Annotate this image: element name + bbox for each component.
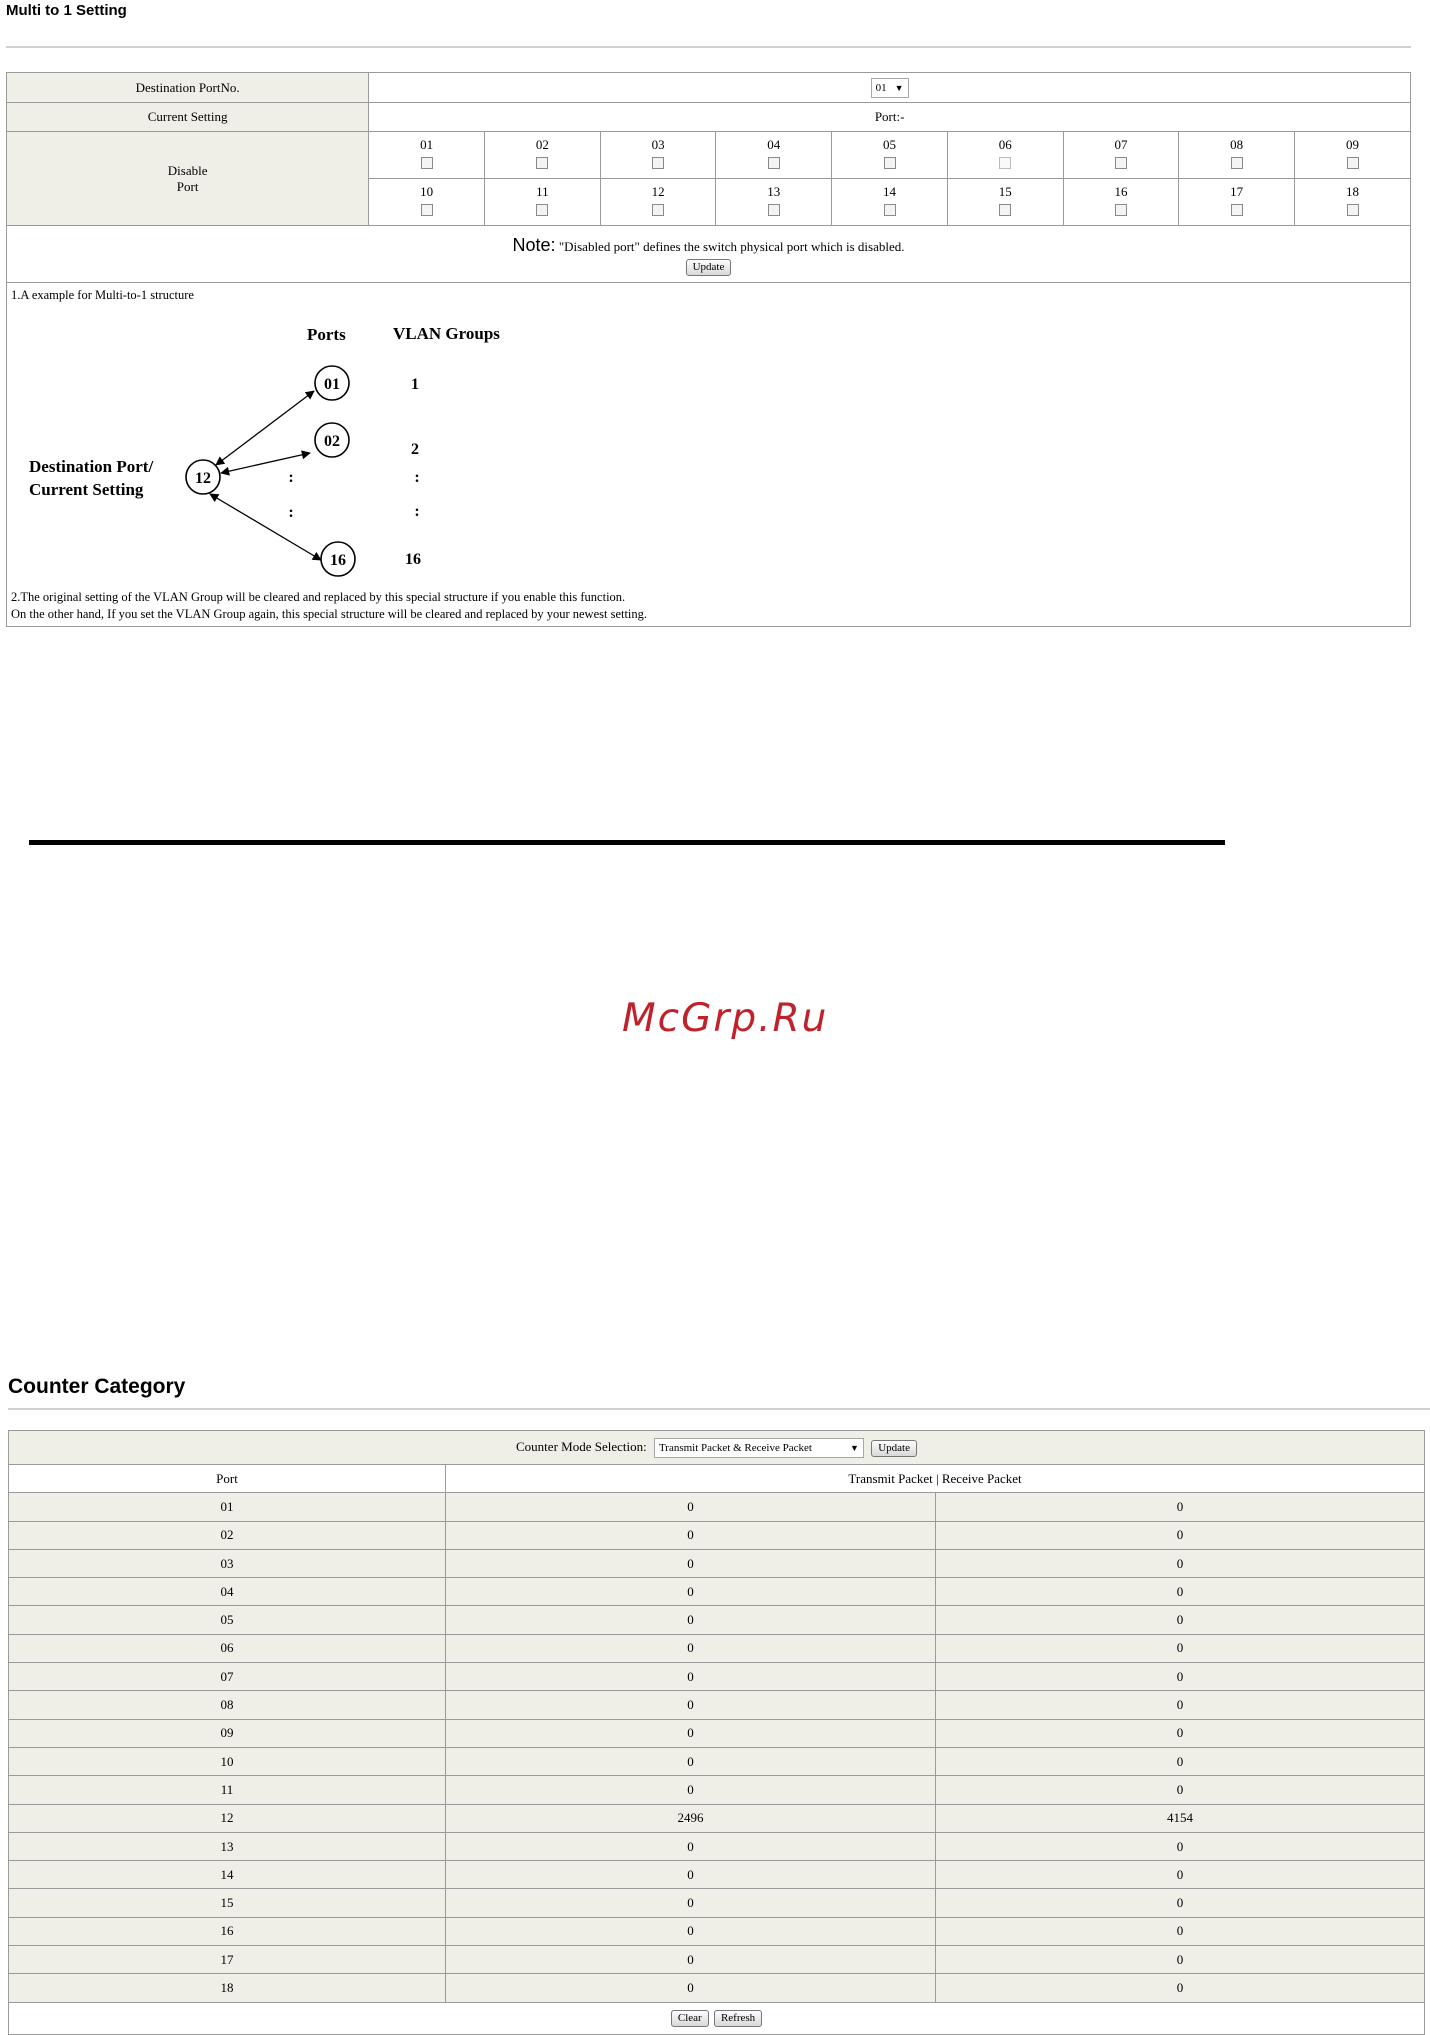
dest-port-caption-line1: Destination Port/	[29, 457, 154, 476]
port-cell: 01	[9, 1493, 446, 1521]
note-line	[7, 235, 1410, 256]
title-divider	[6, 46, 1411, 48]
counter-table	[8, 1430, 1425, 2035]
port-checkbox[interactable]	[536, 157, 548, 169]
port-cell	[485, 179, 601, 226]
disable-label-line1: Disable	[167, 162, 208, 178]
port-cell	[1179, 179, 1295, 226]
port-cell: 09	[9, 1719, 446, 1747]
counter-mode-value: Transmit Packet & Receive Packet	[658, 1441, 812, 1454]
table-row	[9, 1917, 1425, 1945]
current-setting-label: Current Setting	[7, 103, 369, 132]
table-row	[9, 1804, 1425, 1832]
port-cell: 13	[9, 1832, 446, 1860]
port-number: 17	[1230, 184, 1244, 199]
table-row	[9, 1493, 1425, 1521]
note-text: "Disabled port" defines the switch physical port which is disabled.	[558, 238, 905, 254]
tx-cell: 0	[446, 1832, 936, 1860]
dest-port-label: Destination PortNo.	[7, 73, 369, 103]
vlan-group-label: 1	[411, 376, 419, 393]
tx-cell: 0	[446, 1776, 936, 1804]
table-row	[9, 1578, 1425, 1606]
port-cell: 07	[9, 1663, 446, 1691]
port-number: 15	[998, 184, 1012, 199]
port-cell	[947, 132, 1063, 179]
port-cell	[1063, 132, 1179, 179]
tx-cell: 0	[446, 1747, 936, 1775]
note-cell	[7, 226, 1411, 283]
vlan-groups-header: VLAN Groups	[393, 324, 500, 343]
port-cell	[1295, 179, 1411, 226]
arrow-line	[210, 494, 321, 560]
rx-cell: 0	[936, 1578, 1425, 1606]
rx-cell: 0	[936, 1634, 1425, 1662]
port-cell	[716, 179, 832, 226]
port-number: 01	[420, 137, 434, 152]
rx-cell: 0	[936, 1917, 1425, 1945]
tx-cell: 0	[446, 1917, 936, 1945]
port-number: 08	[1230, 137, 1244, 152]
rx-cell: 0	[936, 1521, 1425, 1549]
ellipsis-dots: :	[414, 469, 420, 486]
table-row	[9, 1861, 1425, 1889]
tx-cell: 0	[446, 1691, 936, 1719]
counter-mode-row	[9, 1431, 1425, 1465]
table-row	[9, 1889, 1425, 1917]
port-number: 05	[883, 137, 897, 152]
port-checkbox[interactable]	[768, 204, 780, 216]
counter-title-divider	[8, 1408, 1430, 1410]
port-checkbox[interactable]	[884, 157, 896, 169]
current-setting-value: Port:-	[369, 103, 1411, 132]
port-checkbox[interactable]	[999, 204, 1011, 216]
counter-actions-row	[9, 2002, 1425, 2034]
tx-cell: 0	[446, 1719, 936, 1747]
counter-title: Counter Category	[8, 1375, 186, 1398]
rx-cell: 0	[936, 1691, 1425, 1719]
dest-port-select[interactable]	[871, 78, 909, 98]
port-cell: 10	[9, 1747, 446, 1775]
port-cell	[1295, 132, 1411, 179]
rx-cell: 0	[936, 1946, 1425, 1974]
center-node-label: 12	[195, 470, 211, 487]
port-checkbox[interactable]	[1115, 157, 1127, 169]
note-prefix: Note:	[512, 234, 556, 255]
port-checkbox[interactable]	[1115, 204, 1127, 216]
port-cell: 14	[9, 1861, 446, 1889]
footnote-1: 2.The original setting of the VLAN Group will be cleared and replaced by this special structure if you enable this function.	[11, 590, 626, 604]
port-cell: 16	[9, 1917, 446, 1945]
port-cell: 15	[9, 1889, 446, 1917]
table-row	[9, 1832, 1425, 1860]
tx-cell: 2496	[446, 1804, 936, 1832]
multi-to-1-diagram	[7, 283, 607, 583]
chevron-down-icon: ▼	[894, 82, 904, 93]
rx-cell: 0	[936, 1861, 1425, 1889]
rx-cell: 0	[936, 1776, 1425, 1804]
port-number: 03	[651, 137, 665, 152]
port-cell	[832, 179, 948, 226]
port-number: 13	[767, 184, 781, 199]
counter-mode-select[interactable]	[654, 1438, 864, 1458]
table-row	[9, 1946, 1425, 1974]
port-cell: 04	[9, 1578, 446, 1606]
table-row	[9, 1719, 1425, 1747]
port-number: 11	[536, 184, 549, 199]
port-cell	[947, 179, 1063, 226]
counter-mode-label: Counter Mode Selection:	[516, 1438, 647, 1454]
port-checkbox[interactable]	[1347, 204, 1359, 216]
port-checkbox[interactable]	[652, 204, 664, 216]
chevron-down-icon: ▼	[850, 1442, 859, 1453]
port-checkbox[interactable]	[1231, 204, 1243, 216]
port-cell	[1179, 132, 1295, 179]
port-cell: 03	[9, 1549, 446, 1577]
port-cell	[600, 179, 716, 226]
port-checkbox[interactable]	[536, 204, 548, 216]
rx-cell: 0	[936, 1832, 1425, 1860]
ellipsis-dots: :	[288, 469, 294, 486]
table-row	[9, 1549, 1425, 1577]
port-number: 10	[420, 184, 434, 199]
port-checkbox[interactable]	[1231, 157, 1243, 169]
vlan-group-label: 16	[405, 551, 421, 568]
tx-cell: 0	[446, 1549, 936, 1577]
rx-cell: 0	[936, 1889, 1425, 1917]
refresh-button[interactable]: Refresh	[714, 2010, 762, 2027]
node-label: 16	[330, 552, 346, 569]
tx-cell: 0	[446, 1974, 936, 2002]
port-number: 02	[535, 137, 549, 152]
port-cell: 12	[9, 1804, 446, 1832]
table-row	[9, 1634, 1425, 1662]
table-row	[9, 1776, 1425, 1804]
port-checkbox-disabled	[999, 157, 1011, 169]
port-cell	[716, 132, 832, 179]
port-cell	[369, 132, 485, 179]
port-cell: 11	[9, 1776, 446, 1804]
node-label: 01	[324, 376, 340, 393]
table-row	[9, 1747, 1425, 1775]
node-label: 02	[324, 433, 340, 450]
port-number: 07	[1114, 137, 1128, 152]
watermark-text: McGrp.Ru	[622, 996, 829, 1041]
port-number: 14	[883, 184, 897, 199]
port-checkbox[interactable]	[652, 157, 664, 169]
port-checkbox[interactable]	[421, 157, 433, 169]
dest-port-value: 01	[875, 81, 887, 94]
port-number: 16	[1114, 184, 1128, 199]
rx-cell: 0	[936, 1549, 1425, 1577]
ellipsis-dots: :	[414, 503, 420, 520]
rx-cell: 0	[936, 1719, 1425, 1747]
port-number: 12	[651, 184, 665, 199]
port-checkbox[interactable]	[1347, 157, 1359, 169]
port-checkbox[interactable]	[421, 204, 433, 216]
port-checkbox[interactable]	[768, 157, 780, 169]
tx-cell: 0	[446, 1521, 936, 1549]
port-cell: 08	[9, 1691, 446, 1719]
update-button[interactable]: Update	[686, 259, 732, 276]
tx-cell: 0	[446, 1946, 936, 1974]
port-cell: 02	[9, 1521, 446, 1549]
port-checkbox[interactable]	[884, 204, 896, 216]
port-number: 18	[1346, 184, 1360, 199]
disable-label-line2: Port	[176, 178, 199, 194]
clear-button[interactable]: Clear	[671, 2010, 709, 2027]
footnote-2: On the other hand, If you set the VLAN Group again, this special structure will be cleared and replaced by your newest setting.	[11, 607, 648, 621]
port-cell: 18	[9, 1974, 446, 2002]
rx-cell: 0	[936, 1974, 1425, 2002]
rx-cell: 0	[936, 1606, 1425, 1634]
rx-cell: 4154	[936, 1804, 1425, 1832]
tx-cell: 0	[446, 1634, 936, 1662]
vlan-group-label: 2	[411, 441, 419, 458]
port-cell: 05	[9, 1606, 446, 1634]
dest-port-cell	[369, 73, 1411, 103]
ellipsis-dots: :	[288, 504, 294, 521]
port-number: 04	[767, 137, 781, 152]
port-number: 09	[1346, 137, 1360, 152]
example-title: 1.A example for Multi-to-1 structure	[11, 288, 194, 302]
port-number: 06	[998, 137, 1012, 152]
rx-cell: 0	[936, 1663, 1425, 1691]
arrow-line	[216, 391, 314, 465]
tx-cell: 0	[446, 1889, 936, 1917]
ports-header: Ports	[307, 325, 346, 344]
tx-cell: 0	[446, 1663, 936, 1691]
port-cell	[1063, 179, 1179, 226]
port-cell	[485, 132, 601, 179]
multi-title: Multi to 1 Setting	[6, 2, 127, 19]
section-divider	[29, 840, 1225, 845]
table-row	[9, 1974, 1425, 2002]
port-cell	[832, 132, 948, 179]
port-cell	[369, 179, 485, 226]
arrow-line	[221, 453, 310, 473]
counter-update-button[interactable]: Update	[871, 1440, 917, 1457]
table-row	[9, 1521, 1425, 1549]
table-row	[9, 1663, 1425, 1691]
table-row	[9, 1691, 1425, 1719]
packets-column-header: Transmit Packet | Receive Packet	[446, 1465, 1425, 1493]
port-cell: 06	[9, 1634, 446, 1662]
multi-settings-table	[6, 72, 1411, 627]
rx-cell: 0	[936, 1747, 1425, 1775]
rx-cell: 0	[936, 1493, 1425, 1521]
port-cell: 17	[9, 1946, 446, 1974]
tx-cell: 0	[446, 1861, 936, 1889]
port-cell	[600, 132, 716, 179]
tx-cell: 0	[446, 1493, 936, 1521]
dest-port-caption-line2: Current Setting	[29, 480, 144, 499]
tx-cell: 0	[446, 1606, 936, 1634]
example-cell	[7, 283, 1411, 627]
table-row	[9, 1606, 1425, 1634]
disable-port-label	[7, 132, 369, 226]
port-column-header: Port	[9, 1465, 446, 1493]
tx-cell: 0	[446, 1578, 936, 1606]
